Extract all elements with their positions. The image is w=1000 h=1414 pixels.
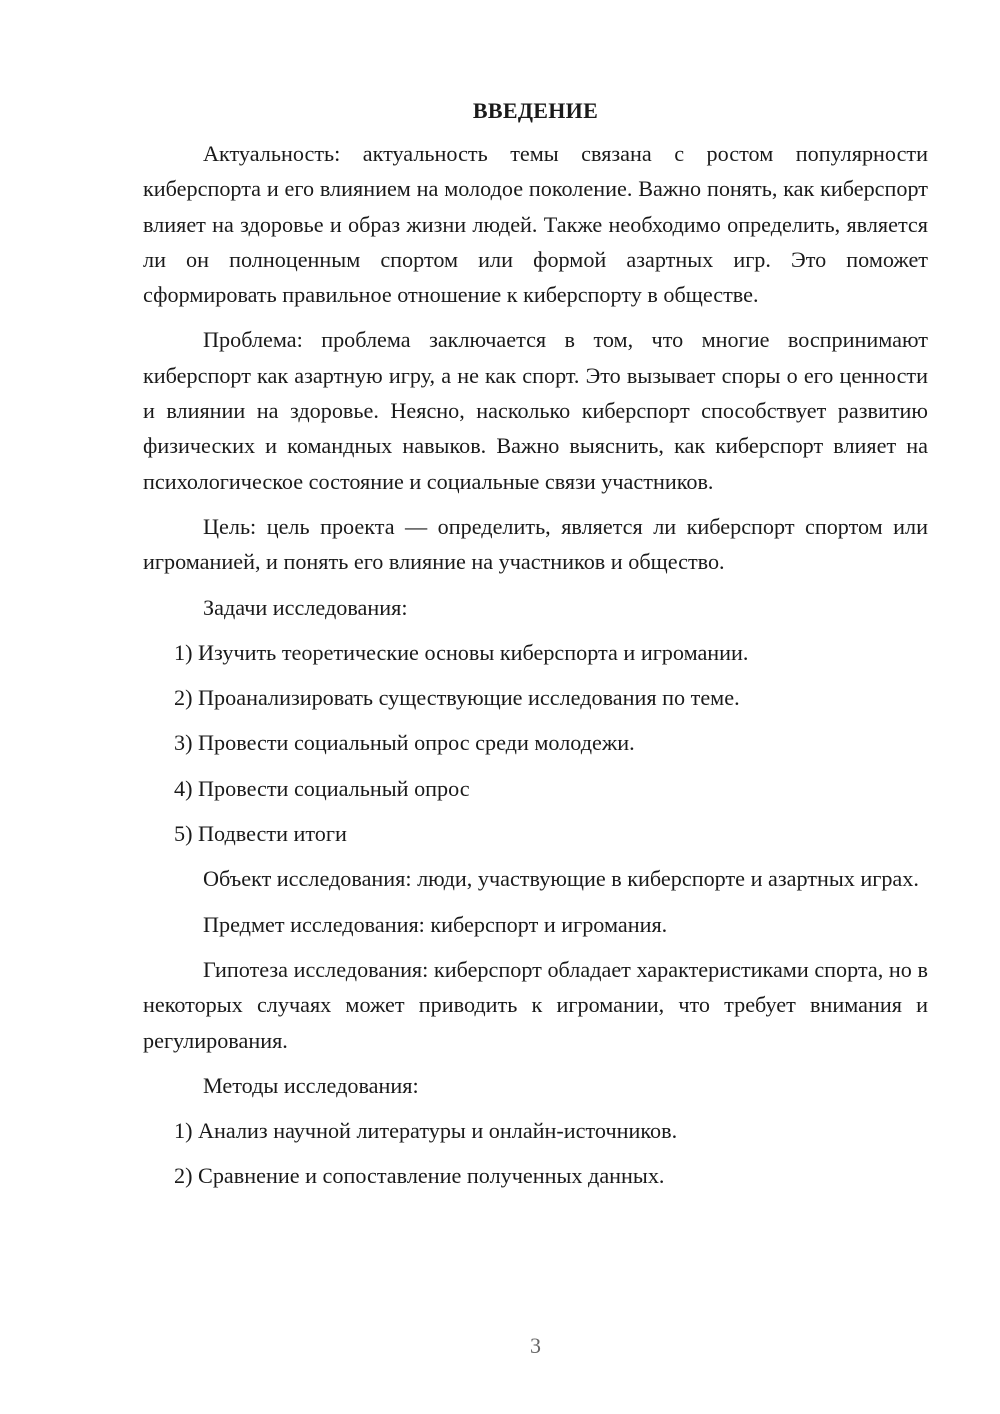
- method-item: 2) Сравнение и сопоставление полученных данных.: [174, 1163, 665, 1189]
- object-paragraph: Объект исследования: люди, участвующие в киберспорте и азартных играх.: [203, 866, 919, 892]
- task-item: 3) Провести социальный опрос среди молодежи.: [174, 730, 635, 756]
- method-item: 1) Анализ научной литературы и онлайн-источников.: [174, 1118, 678, 1144]
- task-item: 5) Подвести итоги: [174, 821, 347, 847]
- relevance-paragraph: Актуальность: актуальность темы связана с ростом популярности киберспорта и его влиянием на молодое поколение. Важно понять, как киберспорт влияет на здоровье и образ жизни людей. Также необходимо определить, является ли он полноценным спортом или формой азартных игр. Это поможет сформировать правильное отношение к киберспорту в обществе.: [143, 141, 928, 308]
- task-item: 2) Проанализировать существующие исследования по теме.: [174, 685, 740, 711]
- tasks-title: Задачи исследования:: [203, 594, 408, 620]
- hypothesis-paragraph: Гипотеза исследования: киберспорт обладает характеристиками спорта, но в некоторых случаях может приводить к игромании, что требует внимания и регулирования.: [143, 956, 928, 1053]
- task-item: 1) Изучить теоретические основы киберспорта и игромании.: [174, 639, 749, 665]
- subject-paragraph: Предмет исследования: киберспорт и игромания.: [203, 911, 668, 937]
- task-item: 4) Провести социальный опрос: [174, 775, 470, 801]
- section-heading: ВВЕДЕНИЕ: [472, 98, 599, 123]
- problem-paragraph: Проблема: проблема заключается в том, что многие воспринимают киберспорт как азартную игру, а не как спорт. Это вызывает споры о его ценности и влиянии на здоровье. Неясно, насколько киберспорт способствует развитию физических и командных навыков. Важно выяснить, как киберспорт влияет на психологическое состояние и социальные связи участников.: [143, 327, 928, 494]
- page-number: 3: [530, 1333, 541, 1358]
- methods-title: Методы исследования:: [203, 1072, 419, 1098]
- goal-paragraph: Цель: цель проекта — определить, является ли киберспорт спортом или игроманией, и понять его влияние на участников и общество.: [143, 513, 928, 575]
- document-page: [143, 95, 928, 1204]
